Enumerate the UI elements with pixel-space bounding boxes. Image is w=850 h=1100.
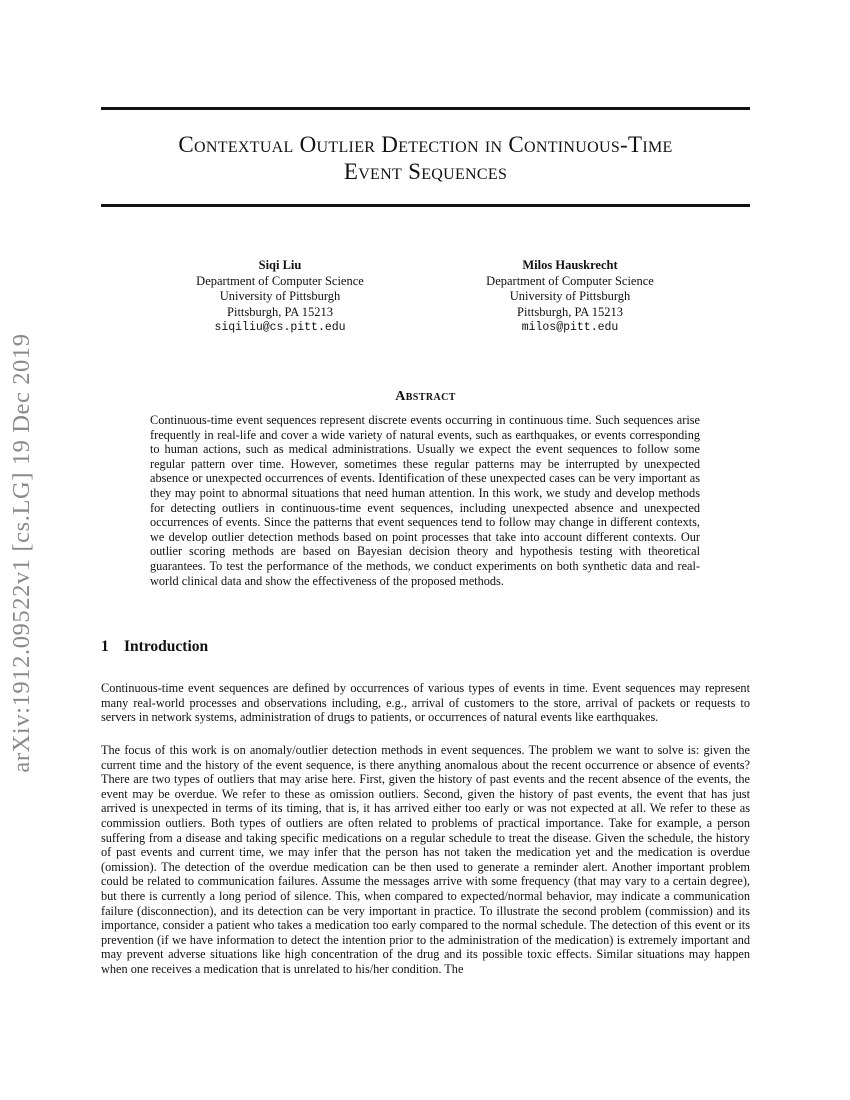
author-address: Pittsburgh, PA 15213 [227,304,333,319]
author-name: Siqi Liu [258,258,302,272]
author-address: Pittsburgh, PA 15213 [517,304,623,319]
title-rule-bottom [101,204,750,207]
arxiv-id-text: arXiv:1912.09522v1 [cs.LG] 19 Dec 2019 [8,333,35,773]
title-line-2: Event Sequences [343,159,508,184]
author-name: Milos Hauskrecht [522,258,618,272]
section-heading [101,638,208,656]
abstract-heading: Abstract [395,389,456,404]
paragraph: The focus of this work is on anomaly/outlier detection methods in event sequences. The problem we want to solve is: given the current time and the history of the event sequence, is there anything anomalous about the recent occurrence or absence of events? There are two types of outliers that may arise here. First, given the history of past events and the recent absence of the events, the event may be overdue. We refer to these as omission outliers. Second, given the history of past events, the event that has just arrived is unexpected in terms of its timing, that is, it has arrived either too early or was not expected at all. We refer to these as commission outliers. Both types of outliers are often related to problems of practical importance. Take for example, a person suffering from a disease and taking specific medications on a regular schedule to treat the disease. Given the schedule, the history of past events and current time, we may infer that the person has not taken the medication yet and the medication is overdue (omission). The detection of the overdue medication can be then used to generate a reminder alert. Another important problem could be related to communication failures. Assume the messages arrive with some frequency (that may vary to a certain degree), but there is currently a long period of silence. This, when compared to expected/normal behavior, may indicate a communication failure (disconnection), and its detection can be very important in practice. To illustrate the second problem (commission) and its importance, consider a patient who takes a medication too early compared to the normal schedule. The detection of this event or its prevention (if we have information to detect the intention prior to the administration of the medication) is extremely important and may prevent adverse situations like high concentration of the drug and its possible toxic effects. Similar situations may happen when one receives a medication that is unrelated to his/her condition. The [101,743,750,976]
abstract-text: Continuous-time event sequences represent discrete events occurring in continuous time. Such sequences arise frequently in real-life and cover a wide variety of natural events, such as earthquakes, or events corresponding to human actions, such as medical administrations. Usually we expect the event sequences to follow some regular pattern over time. However, sometimes these regular patterns may be interrupted by unexpected absence or unexpected occurrences of events. Identification of these unexpected cases can be very important as they may point to abnormal situations that need human attention. In this work, we study and develop methods for detecting outliers in continuous-time event sequences, including unexpected absence and unexpected occurrences of events. Since the patterns that event sequences tend to follow may change in different contexts, we develop outlier detection methods based on point processes that take into account different contexts. Our outlier scoring methods are based on Bayesian decision theory and hypothesis testing with theoretical guarantees. To test the performance of the methods, we conduct experiments on both synthetic data and real-world clinical data and show the effectiveness of the proposed methods. [150,413,700,588]
title-line-1: Contextual Outlier Detection in Continuous-Time [178,132,673,157]
author-email: siqiliu@cs.pitt.edu [214,321,346,335]
author-1 [150,258,410,336]
author-department: Department of Computer Science [196,273,364,288]
author-university: University of Pittsburgh [219,289,341,304]
section-number: 1 [101,638,109,655]
arxiv-identifier-stamp [0,293,44,813]
author-university: University of Pittsburgh [509,289,631,304]
author-2 [440,258,700,336]
paper-title [101,131,750,185]
title-rule-top [101,107,750,110]
author-department: Department of Computer Science [486,273,654,288]
paragraph: Continuous-time event sequences are defined by occurrences of various types of events in time. Event sequences may represent many real-world processes and observations including, e.g., arrival of customers to the store, arrival of packets or requests to servers in network systems, administration of drugs to patients, or occurrences of natural events like earthquakes. [101,681,750,725]
section-title: Introduction [124,638,209,655]
author-email: milos@pitt.edu [521,321,619,335]
